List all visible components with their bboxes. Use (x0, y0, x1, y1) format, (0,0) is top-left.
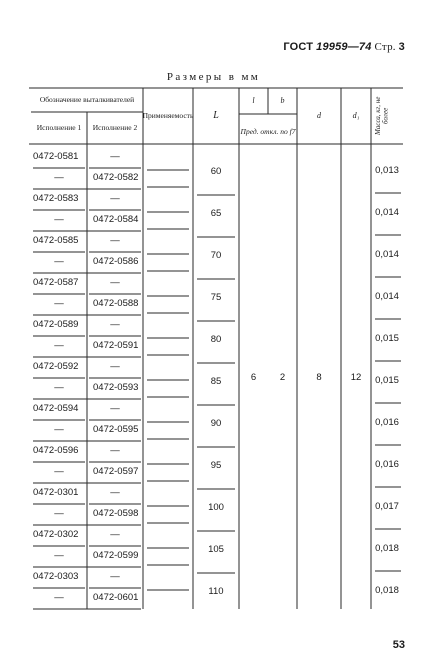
variant1-code: 0472-0303 (33, 571, 79, 583)
variant2-header: Исполнение 2 (92, 122, 138, 132)
variant2-dash: — (110, 403, 120, 415)
standard-number: 19959—74 (316, 41, 372, 53)
variant2-code: 0472-0598 (93, 508, 139, 520)
length-value: 110 (208, 585, 224, 597)
variant1-code: 0472-0594 (33, 403, 79, 415)
applicability-header: Применяемость (142, 110, 194, 120)
variant2-code: 0472-0584 (93, 214, 139, 226)
length-value: 90 (210, 417, 222, 429)
mass-value: 0,014 (375, 206, 399, 218)
length-value: 100 (208, 501, 224, 513)
variant2-dash: — (110, 571, 120, 583)
variant1-dash: — (54, 466, 64, 478)
variant2-dash: — (110, 319, 120, 331)
mass-header: Масса, кг, не более (374, 96, 390, 136)
mass-value: 0,014 (375, 290, 399, 302)
variant2-code: 0472-0591 (93, 340, 139, 352)
length-value: 105 (208, 543, 224, 555)
variant1-code: 0472-0589 (33, 319, 79, 331)
tolerance-header: Пред. откл. по f7 (240, 126, 296, 136)
variant1-dash: — (54, 298, 64, 310)
variant1-code: 0472-0592 (33, 361, 79, 373)
variant1-dash: — (54, 340, 64, 352)
variant2-code: 0472-0599 (93, 550, 139, 562)
variant2-dash: — (110, 151, 120, 163)
length-value: 65 (210, 207, 222, 219)
variant1-dash: — (54, 256, 64, 268)
variant1-dash: — (54, 382, 64, 394)
variant2-code: 0472-0593 (93, 382, 139, 394)
variant1-dash: — (54, 214, 64, 226)
d1-value: 12 (350, 371, 362, 383)
variant2-code: 0472-0588 (93, 298, 139, 310)
variant1-code: 0472-0585 (33, 235, 79, 247)
variant2-code: 0472-0595 (93, 424, 139, 436)
variant2-code: 0472-0582 (93, 172, 139, 184)
variant2-dash: — (110, 487, 120, 499)
variant1-code: 0472-0583 (33, 193, 79, 205)
L-header: L (213, 110, 219, 122)
variant2-dash: — (110, 193, 120, 205)
variant1-dash: — (54, 424, 64, 436)
variant2-dash: — (110, 235, 120, 247)
page-header (283, 41, 405, 53)
mass-value: 0,018 (375, 584, 399, 596)
variant2-code: 0472-0586 (93, 256, 139, 268)
page-label: Стр. (374, 41, 396, 53)
variant1-dash: — (54, 508, 64, 520)
length-value: 95 (210, 459, 222, 471)
variant2-dash: — (110, 445, 120, 457)
mass-value: 0,016 (375, 416, 399, 428)
d-value: 8 (316, 371, 322, 383)
mass-value: 0,016 (375, 458, 399, 470)
variant2-code: 0472-0597 (93, 466, 139, 478)
variant1-code: 0472-0302 (33, 529, 79, 541)
mass-value: 0,015 (375, 374, 399, 386)
variant1-header: Исполнение 1 (36, 122, 82, 132)
variant1-dash: — (54, 172, 64, 184)
page-index: 3 (398, 41, 405, 53)
length-value: 75 (210, 291, 222, 303)
variant1-code: 0472-0301 (33, 487, 79, 499)
table-caption: Размеры в мм (166, 71, 261, 83)
designation-header: Обозначение выталкивателей (39, 94, 135, 104)
dimension-table (29, 85, 403, 613)
d-header: d (317, 111, 321, 121)
variant1-code: 0472-0587 (33, 277, 79, 289)
length-value: 85 (210, 375, 222, 387)
mass-value: 0,013 (375, 164, 399, 176)
l-header: l (252, 96, 255, 106)
length-value: 60 (210, 165, 222, 177)
variant1-dash: — (54, 550, 64, 562)
mass-value: 0,017 (375, 500, 399, 512)
variant2-dash: — (110, 277, 120, 289)
page-number: 53 (392, 639, 405, 651)
variant2-dash: — (110, 361, 120, 373)
mass-value: 0,014 (375, 248, 399, 260)
variant1-dash: — (54, 592, 64, 604)
variant2-dash: — (110, 529, 120, 541)
mass-value: 0,015 (375, 332, 399, 344)
mass-value: 0,018 (375, 542, 399, 554)
b-value: 2 (279, 371, 286, 383)
length-value: 80 (210, 333, 222, 345)
d1-header: d₁ (352, 111, 360, 121)
variant2-code: 0472-0601 (93, 592, 139, 604)
variant1-code: 0472-0596 (33, 445, 79, 457)
variant1-code: 0472-0581 (33, 151, 79, 163)
standard-label: ГОСТ (283, 41, 314, 53)
length-value: 70 (210, 249, 222, 261)
l-value: 6 (250, 371, 257, 383)
b-header: b (280, 96, 285, 106)
